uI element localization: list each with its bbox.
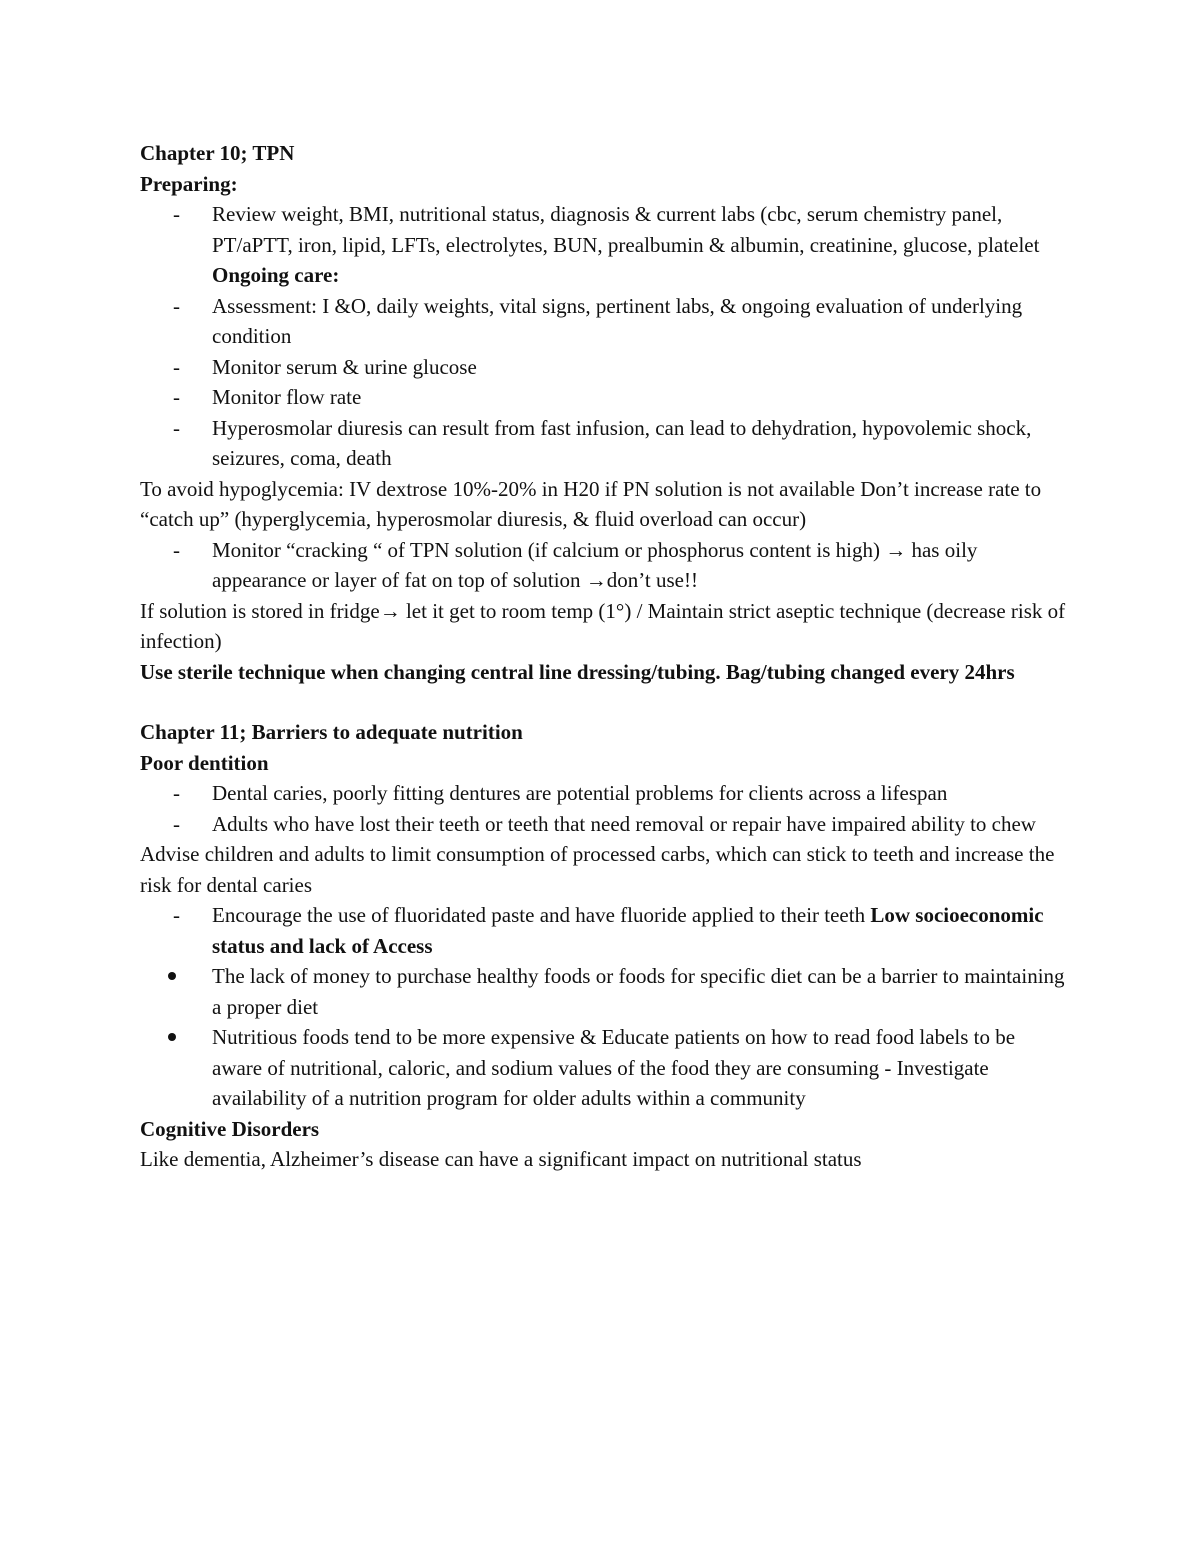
cognitive-disorders-heading: Cognitive Disorders xyxy=(140,1116,320,1141)
dash-marker: - xyxy=(173,537,180,562)
dash-marker: - xyxy=(173,811,180,836)
list-item xyxy=(140,809,1070,840)
list-item xyxy=(140,352,1070,383)
list-item-text: Assessment: I &O, daily weights, vital signs, pertinent labs, & ongoing evaluation of underlying condition xyxy=(212,293,1023,348)
list-item-text: Nutritious foods tend to be more expensive & Educate patients on how to read food labels to be aware of nutritional, caloric, and sodium values of the food they are consuming - Investigate availability of a nutrition program for older adults within a community xyxy=(212,1025,1016,1110)
preparing-heading: Preparing: xyxy=(140,171,238,196)
dash-marker: - xyxy=(173,354,180,379)
preparing-list xyxy=(140,199,1070,474)
dash-marker: - xyxy=(173,415,180,440)
fridge-paragraph: If solution is stored in fridge→ let it get to room temp (1°) / Maintain strict aseptic technique (decrease risk of infection) xyxy=(140,598,1066,653)
dash-marker: - xyxy=(173,293,180,318)
list-item xyxy=(140,535,1070,596)
chapter-10-title: Chapter 10; TPN xyxy=(140,141,295,165)
dash-marker: - xyxy=(173,903,180,927)
list-item-text: Monitor flow rate xyxy=(212,385,362,409)
list-item xyxy=(140,413,1070,474)
list-item xyxy=(140,199,1070,291)
list-item xyxy=(140,1022,1070,1114)
list-item-text: Hyperosmolar diuresis can result from fast infusion, can lead to dehydration, hypovolemic shock, seizures, coma, death xyxy=(212,415,1032,470)
list-item xyxy=(140,291,1070,352)
list-item xyxy=(140,961,1070,1022)
dash-marker: - xyxy=(173,781,180,805)
list-item-text: Dental caries, poorly fitting dentures are potential problems for clients across a lifespan xyxy=(212,781,948,805)
list-item-text: The lack of money to purchase healthy foods or foods for specific diet can be a barrier to maintaining a proper diet xyxy=(212,964,1065,1019)
list-item-text: Monitor serum & urine glucose xyxy=(212,354,477,379)
poor-dentition-heading: Poor dentition xyxy=(140,750,269,775)
list-item xyxy=(140,778,1070,809)
cracking-list xyxy=(140,535,1070,596)
dentition-list xyxy=(140,778,1070,839)
list-item-text: Review weight, BMI, nutritional status, diagnosis & current labs (cbc, serum chemistry panel, PT/aPTT, iron, lipid, LFTs, electrolytes, BUN, prealbumin & albumin, creatinine, glucose, platelet xyxy=(212,202,1040,257)
list-item xyxy=(140,382,1070,413)
document-page xyxy=(140,138,1070,1175)
fluoride-list xyxy=(140,900,1070,1114)
advise-paragraph: Advise children and adults to limit consumption of processed carbs, which can stick to teeth and increase the risk for dental caries xyxy=(140,842,1055,897)
hypoglycemia-paragraph: To avoid hypoglycemia: IV dextrose 10%-20% in H20 if PN solution is not available Don’t increase rate to “catch up” (hyperglycemia, hyperosmolar diuresis, & fluid overload can occur) xyxy=(140,476,1042,531)
bullet-dot-icon xyxy=(168,972,176,980)
list-item-text: Monitor “cracking “ of TPN solution (if calcium or phosphorus content is high) → has oily appearance or layer of fat on top of solution →don’t use!! xyxy=(212,537,978,592)
ongoing-care-heading: Ongoing care: xyxy=(212,263,340,287)
dash-marker: - xyxy=(173,202,180,226)
dementia-paragraph: Like dementia, Alzheimer’s disease can have a significant impact on nutritional status xyxy=(140,1147,862,1171)
list-item-text: Encourage the use of fluoridated paste and have fluoride applied to their teeth xyxy=(212,903,871,927)
list-item-text: Adults who have lost their teeth or teeth that need removal or repair have impaired ability to chew xyxy=(212,811,1036,836)
dash-marker: - xyxy=(173,385,180,409)
sterile-technique-paragraph: Use sterile technique when changing central line dressing/tubing. Bag/tubing changed every 24hrs xyxy=(140,659,1015,684)
bullet-dot-icon xyxy=(168,1033,176,1041)
socioeconomic-heading: Low socioeconomic status and lack of Access xyxy=(212,903,1044,958)
list-item xyxy=(140,900,1070,961)
section-gap xyxy=(140,687,1070,717)
chapter-11-title: Chapter 11; Barriers to adequate nutrition xyxy=(140,720,523,744)
